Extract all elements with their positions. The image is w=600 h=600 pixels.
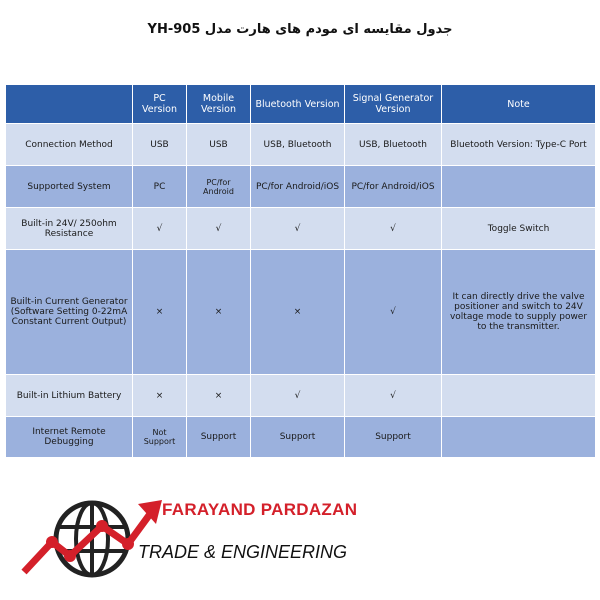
cross-mark-icon: × <box>187 250 251 375</box>
table-cell: USB, Bluetooth <box>345 124 442 166</box>
table-header-row <box>6 85 596 124</box>
comparison-table <box>5 84 596 458</box>
title-model: YH-905 <box>147 22 201 37</box>
table-cell-note <box>442 417 596 458</box>
table-cell-note: It can directly drive the valve positioner and switch to 24V voltage mode to supply power to the transmitter. <box>442 250 596 375</box>
header-note: Note <box>442 85 596 124</box>
header-cell-empty <box>6 85 133 124</box>
row-label: Built-in Lithium Battery <box>6 375 133 417</box>
table-row <box>6 124 596 166</box>
cross-mark-icon: × <box>251 250 345 375</box>
brand-name: FARAYAND PARDAZAN <box>162 500 358 519</box>
table-cell: USB <box>187 124 251 166</box>
header-mobile-version: Mobile Version <box>187 85 251 124</box>
check-mark-icon: √ <box>133 208 187 250</box>
header-signal-generator-version: Signal Generator Version <box>345 85 442 124</box>
table-cell: USB, Bluetooth <box>251 124 345 166</box>
table-cell: Not Support <box>133 417 187 458</box>
table-cell: Support <box>251 417 345 458</box>
header-pc-version: PC Version <box>133 85 187 124</box>
table-cell-note: Toggle Switch <box>442 208 596 250</box>
row-label: Built-in 24V/ 250ohm Resistance <box>6 208 133 250</box>
check-mark-icon: √ <box>345 250 442 375</box>
check-mark-icon: √ <box>251 208 345 250</box>
cross-mark-icon: × <box>133 375 187 417</box>
row-label: Connection Method <box>6 124 133 166</box>
brand-tagline: TRADE & ENGINEERING <box>138 542 348 562</box>
table-cell: Support <box>345 417 442 458</box>
table-row <box>6 250 596 375</box>
check-mark-icon: √ <box>345 375 442 417</box>
table-cell: USB <box>133 124 187 166</box>
table-cell-note: Bluetooth Version: Type-C Port <box>442 124 596 166</box>
table-cell: PC/for Android <box>187 166 251 208</box>
check-mark-icon: √ <box>251 375 345 417</box>
header-bluetooth-version: Bluetooth Version <box>251 85 345 124</box>
table-row <box>6 208 596 250</box>
table-cell: Support <box>187 417 251 458</box>
table-row <box>6 166 596 208</box>
page-title <box>0 22 600 37</box>
cross-mark-icon: × <box>133 250 187 375</box>
row-label: Supported System <box>6 166 133 208</box>
table-cell: PC/for Android/iOS <box>345 166 442 208</box>
row-label: Internet Remote Debugging <box>6 417 133 458</box>
title-text: جدول مقایسه ای مودم های هارت مدل <box>204 22 453 37</box>
table-cell-note <box>442 166 596 208</box>
check-mark-icon: √ <box>345 208 442 250</box>
table-cell: PC/for Android/iOS <box>251 166 345 208</box>
table-row <box>6 375 596 417</box>
cross-mark-icon: × <box>187 375 251 417</box>
table-cell: PC <box>133 166 187 208</box>
table-row <box>6 417 596 458</box>
row-label: Built-in Current Generator (Software Setting 0-22mA Constant Current Output) <box>6 250 133 375</box>
table-cell-note <box>442 375 596 417</box>
check-mark-icon: √ <box>187 208 251 250</box>
